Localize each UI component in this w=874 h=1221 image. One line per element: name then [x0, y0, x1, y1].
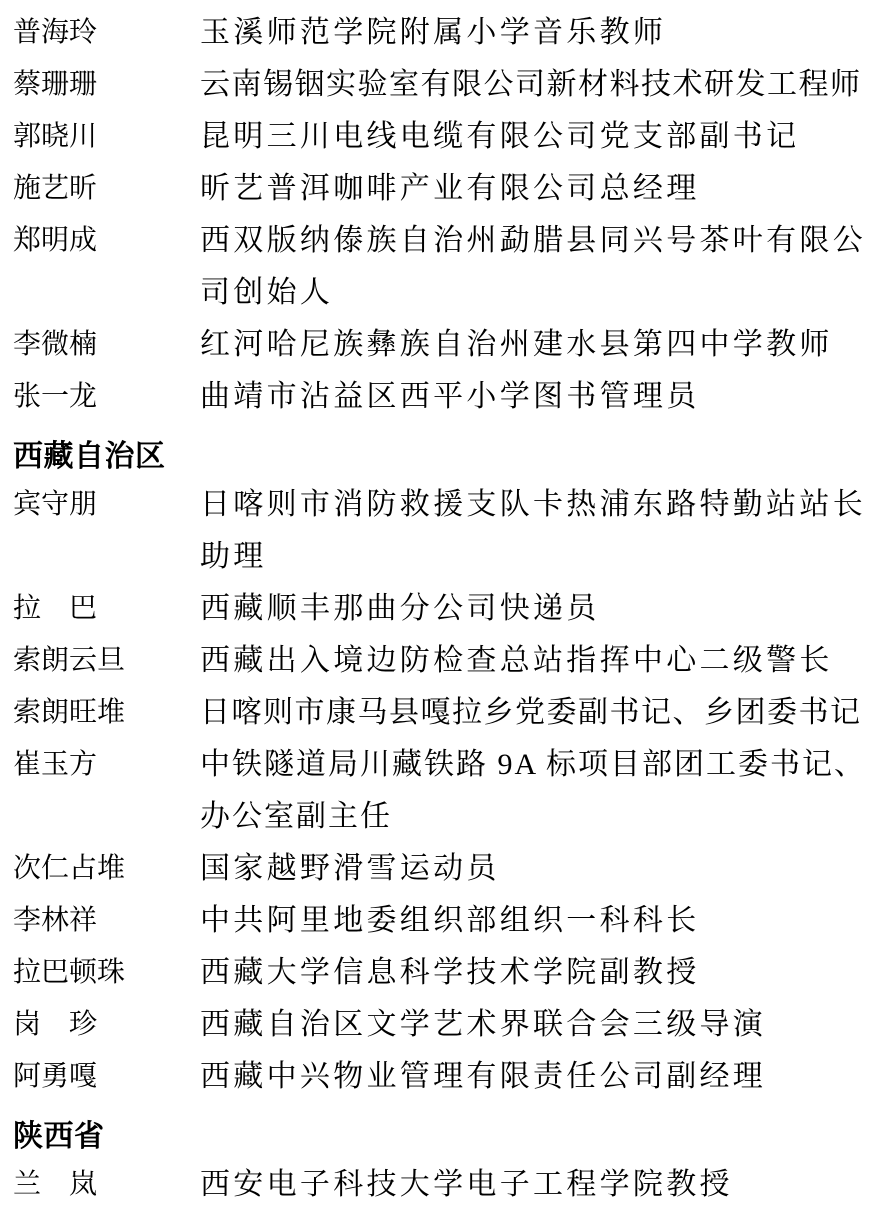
- honoree-row: [13, 319, 874, 371]
- honoree-title: 玉溪师范学院附属小学音乐教师: [200, 16, 667, 49]
- honoree-title: 日喀则市消防救援支队卡热浦东路特勤站站长助理: [200, 488, 866, 573]
- honoree-row: [13, 687, 874, 739]
- honoree-name: 施艺昕: [13, 173, 98, 204]
- honoree-name: 岗 珍: [13, 1009, 98, 1040]
- region-header-tibet: 西藏自治区: [13, 440, 166, 473]
- honoree-title: 国家越野滑雪运动员: [200, 852, 500, 885]
- honoree-title: 西藏大学信息科学技术学院副教授: [200, 956, 700, 989]
- honoree-name: 阿勇嘎: [13, 1061, 98, 1092]
- honoree-row: [13, 999, 874, 1051]
- honoree-row: [13, 739, 874, 843]
- honoree-name: 李林祥: [13, 905, 98, 936]
- honoree-title: 日喀则市康马县嘎拉乡党委副书记、乡团委书记: [200, 696, 862, 729]
- honoree-name: 崔玉方: [13, 749, 98, 780]
- honoree-row: [13, 1159, 874, 1211]
- honoree-row: [13, 843, 874, 895]
- honoree-row: [13, 111, 874, 163]
- honoree-name: 宾守朋: [13, 489, 98, 520]
- honoree-title: 西藏顺丰那曲分公司快递员: [200, 592, 600, 625]
- honoree-title: 红河哈尼族彝族自治州建水县第四中学教师: [200, 328, 833, 361]
- honoree-title: 云南锡铟实验室有限公司新材料技术研发工程师: [200, 68, 862, 101]
- honoree-row: [13, 1051, 874, 1103]
- honoree-title: 中铁隧道局川藏铁路 9A 标项目部团工委书记、办公室副主任: [200, 748, 867, 833]
- honoree-name: 次仁占堆: [13, 853, 126, 884]
- honoree-row: [13, 59, 874, 111]
- honoree-name: 兰 岚: [13, 1169, 98, 1200]
- honoree-name: 拉 巴: [13, 593, 98, 624]
- honoree-row: [13, 215, 874, 319]
- honoree-row: [13, 7, 874, 59]
- honoree-name: 拉巴顿珠: [13, 957, 126, 988]
- honoree-row: [13, 479, 874, 583]
- honoree-name: 张一龙: [13, 381, 98, 412]
- honoree-title: 西双版纳傣族自治州勐腊县同兴号茶叶有限公司创始人: [200, 224, 866, 309]
- honoree-row: [13, 371, 874, 423]
- honoree-name: 索朗旺堆: [13, 697, 126, 728]
- region-header-shaanxi: 陕西省: [13, 1120, 105, 1153]
- honoree-title: 昆明三川电线电缆有限公司党支部副书记: [200, 120, 800, 153]
- honoree-row: [13, 895, 874, 947]
- honoree-title: 西安电子科技大学电子工程学院教授: [200, 1168, 733, 1201]
- honoree-title: 西藏中兴物业管理有限责任公司副经理: [200, 1060, 767, 1093]
- honoree-row: [13, 163, 874, 215]
- honoree-name: 索朗云旦: [13, 645, 126, 676]
- honoree-name: 李微楠: [13, 329, 98, 360]
- honoree-row: [13, 583, 874, 635]
- honoree-name: 蔡珊珊: [13, 69, 98, 100]
- honoree-title: 西藏自治区文学艺术界联合会三级导演: [200, 1008, 767, 1041]
- honoree-title: 西藏出入境边防检查总站指挥中心二级警长: [200, 644, 833, 677]
- honoree-name: 郑明成: [13, 225, 98, 256]
- honoree-row: [13, 635, 874, 687]
- honoree-name: 郭晓川: [13, 121, 98, 152]
- honoree-row: [13, 947, 874, 999]
- honoree-title: 曲靖市沾益区西平小学图书管理员: [200, 380, 700, 413]
- honoree-name: 普海玲: [13, 17, 98, 48]
- honoree-title: 昕艺普洱咖啡产业有限公司总经理: [200, 172, 700, 205]
- honoree-title: 中共阿里地委组织部组织一科科长: [200, 904, 700, 937]
